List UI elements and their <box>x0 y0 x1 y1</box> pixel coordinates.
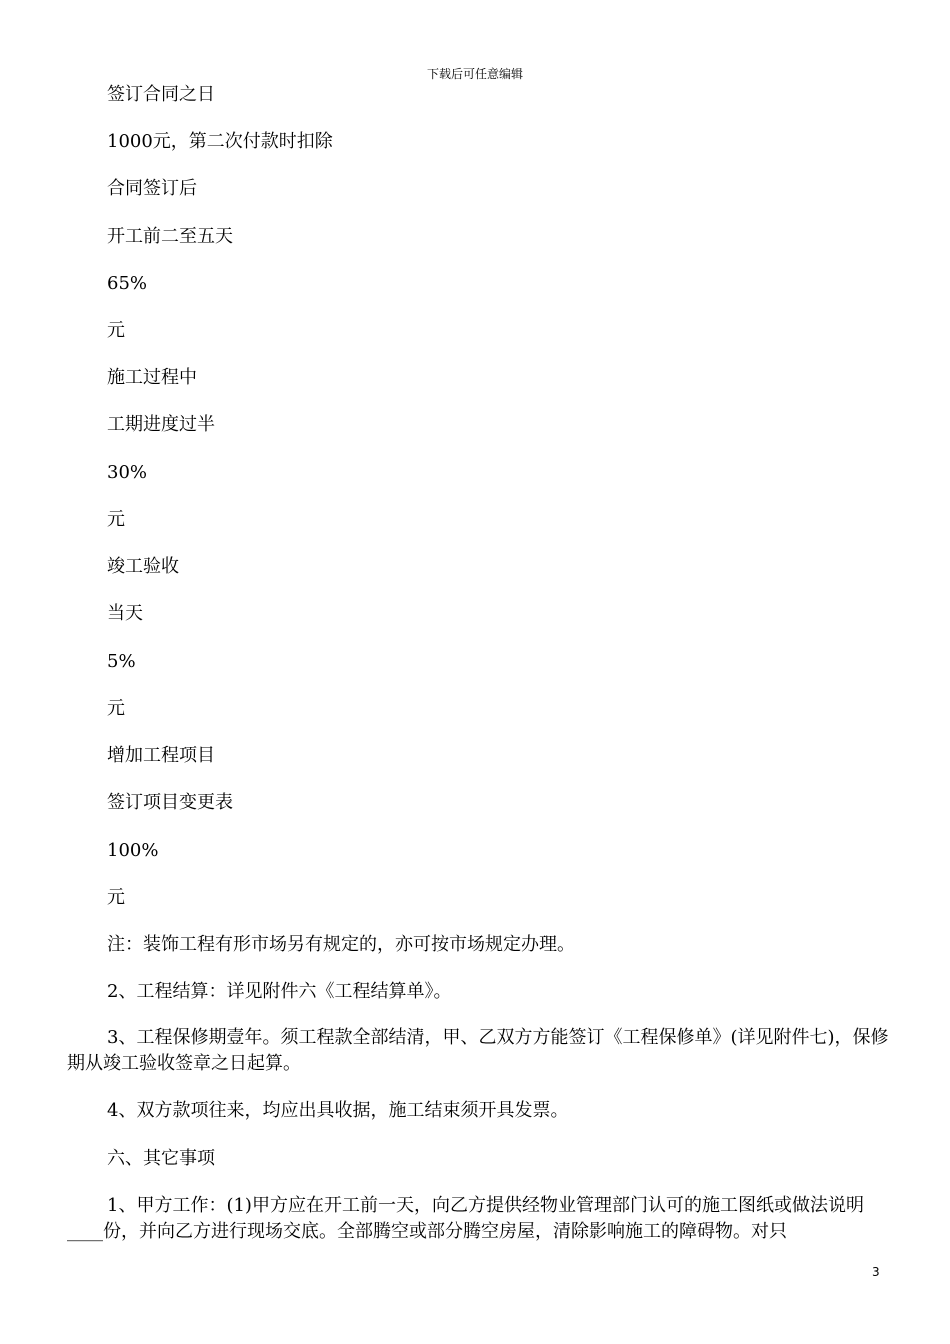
text-line: 开工前二至五天 <box>107 226 233 247</box>
text-line: 元 <box>107 509 125 530</box>
text-line: 签订合同之日 <box>107 84 215 105</box>
text-line: 元 <box>107 887 125 908</box>
text-line: 竣工验收 <box>107 556 179 577</box>
text-line: 工期进度过半 <box>107 414 215 435</box>
text-line: 当天 <box>107 603 143 624</box>
text-line: 5% <box>107 651 136 672</box>
text-line: 2、工程结算：详见附件六《工程结算单》。 <box>107 981 452 1002</box>
section-heading: 六、其它事项 <box>107 1148 215 1169</box>
paragraph: 3、工程保修期壹年。须工程款全部结清，甲、乙双方方能签订《工程保修单》(详见附件七)，保修期从竣工验收签章之日起算。 <box>67 1027 889 1074</box>
text-line: 签订项目变更表 <box>107 792 233 813</box>
text-line: 30% <box>107 462 148 483</box>
text-line: 1000元，第二次付款时扣除 <box>107 131 333 152</box>
text-line: 100% <box>107 840 159 861</box>
text-line: 65% <box>107 273 148 294</box>
header-note: 下载后可任意编辑 <box>426 67 523 81</box>
paragraph: 1、甲方工作：(1)甲方应在开工前一天，向乙方提供经物业管理部门认可的施工图纸或做法说明____份，并向乙方进行现场交底。全部腾空或部分腾空房屋，清除影响施工的障碍物。对只 <box>67 1195 864 1242</box>
text-line: 施工过程中 <box>107 367 197 388</box>
text-line: 元 <box>107 698 125 719</box>
note-line: 注：装饰工程有形市场另有规定的，亦可按市场规定办理。 <box>107 934 575 955</box>
text-line: 合同签订后 <box>107 178 197 199</box>
paragraph: 4、双方款项往来，均应出具收据，施工结束须开具发票。 <box>107 1100 569 1121</box>
text-line: 增加工程项目 <box>107 745 215 766</box>
text-line: 元 <box>107 320 125 341</box>
page-number: 3 <box>872 1265 880 1279</box>
